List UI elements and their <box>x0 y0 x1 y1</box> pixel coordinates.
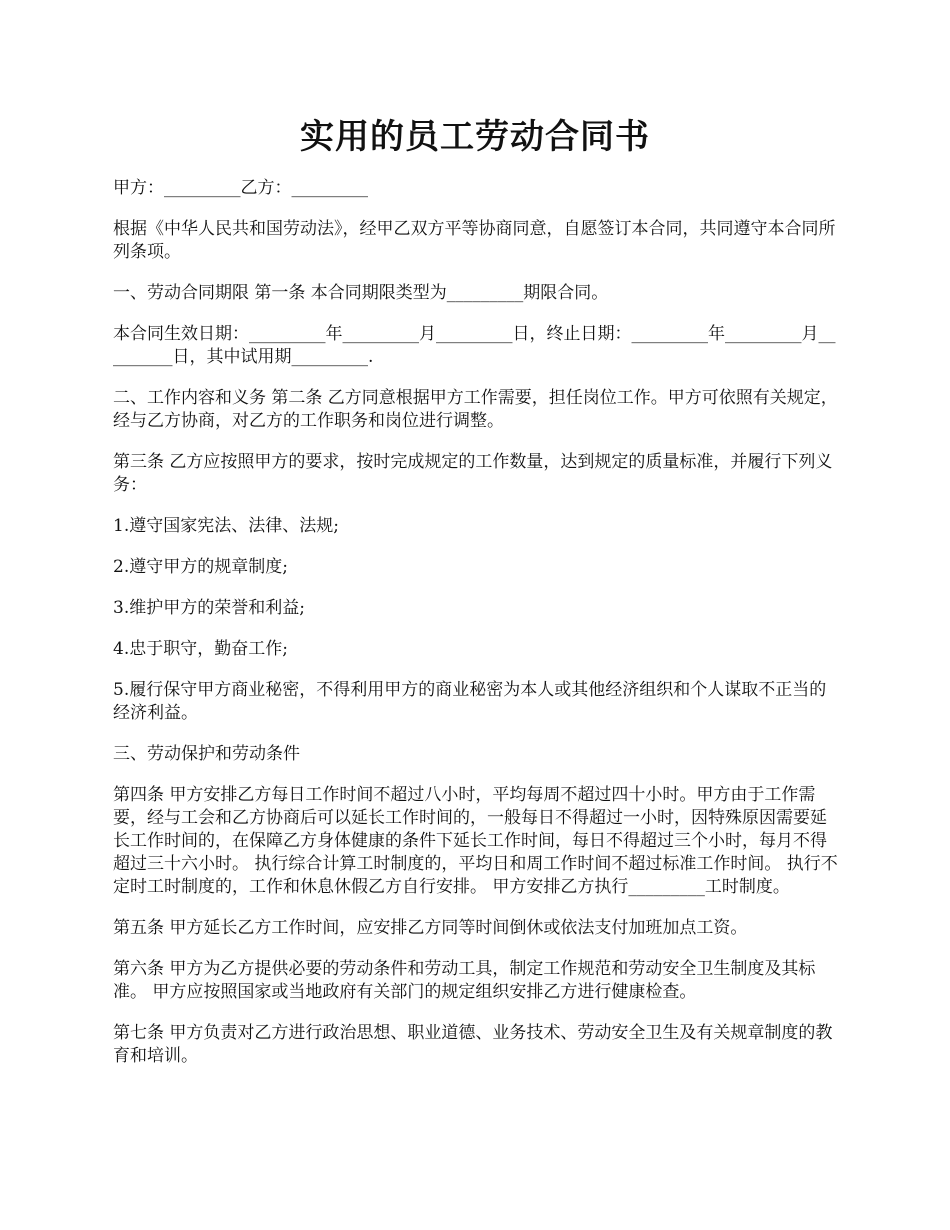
parties-line: 甲方：_________乙方：_________ <box>113 178 368 198</box>
section-2-work-content: 二、工作内容和义务 第二条 乙方同意根据甲方工作需要，担任岗位工作。甲方可依照有关规定，经与乙方协商，对乙方的工作职务和岗位进行调整。 <box>113 388 838 431</box>
document-title: 实用的员工劳动合同书 <box>300 117 650 157</box>
obligation-item-2: 2.遵守甲方的规章制度; <box>113 557 288 577</box>
section-3-heading: 三、劳动保护和劳动条件 <box>113 744 300 764</box>
article-6-paragraph: 第六条 甲方为乙方提供必要的劳动条件和劳动工具，制定工作规范和劳动安全卫生制度及其标准。 甲方应按照国家或当地政府有关部门的规定组织安排乙方进行健康检查。 <box>113 959 816 1002</box>
obligation-item-1: 1.遵守国家宪法、法律、法规; <box>113 516 339 536</box>
preamble-paragraph: 根据《中华人民共和国劳动法》，经甲乙双方平等协商同意，自愿签订本合同，共同遵守本合同所列条项。 <box>113 219 836 262</box>
section-1-term: 一、劳动合同期限 第一条 本合同期限类型为_________期限合同。 <box>113 283 609 303</box>
effective-date-paragraph: 本合同生效日期：_________年_________月_________日，终止日期：_________年_________月_________日，其中试用期_________. <box>113 324 836 367</box>
obligation-item-5: 5.履行保守甲方商业秘密，不得利用甲方的商业秘密为本人或其他经济组织和个人谋取不正当的经济利益。 <box>113 680 827 723</box>
article-3-paragraph: 第三条 乙方应按照甲方的要求，按时完成规定的工作数量，达到规定的质量标准，并履行下列义务： <box>113 452 833 495</box>
article-7-paragraph: 第七条 甲方负责对乙方进行政治思想、职业道德、业务技术、劳动安全卫生及有关规章制度的教育和培训。 <box>113 1023 833 1066</box>
document-body <box>113 177 841 1086</box>
article-5-paragraph: 第五条 甲方延长乙方工作时间，应安排乙方同等时间倒休或依法支付加班加点工资。 <box>113 918 748 938</box>
obligation-item-3: 3.维护甲方的荣誉和利益; <box>113 598 305 618</box>
article-4-paragraph: 第四条 甲方安排乙方每日工作时间不超过八小时，平均每周不超过四十小时。甲方由于工作需要，经与工会和乙方协商后可以延长工作时间的，一般每日不得超过一小时，因特殊原因需要延长工作时间的，在保障乙方身体健康的条件下延长工作时间，每日不得超过三个小时，每月不得超过三十六小时。 执行综合计算工时制度的，平均日和周工作时间不超过标准工作时间。 执行不定时工时制度的，工作和休息休假乙方自行安排。 甲方安排乙方执行_________工时制度。 <box>113 785 838 897</box>
obligation-item-4: 4.忠于职守，勤奋工作; <box>113 639 288 659</box>
